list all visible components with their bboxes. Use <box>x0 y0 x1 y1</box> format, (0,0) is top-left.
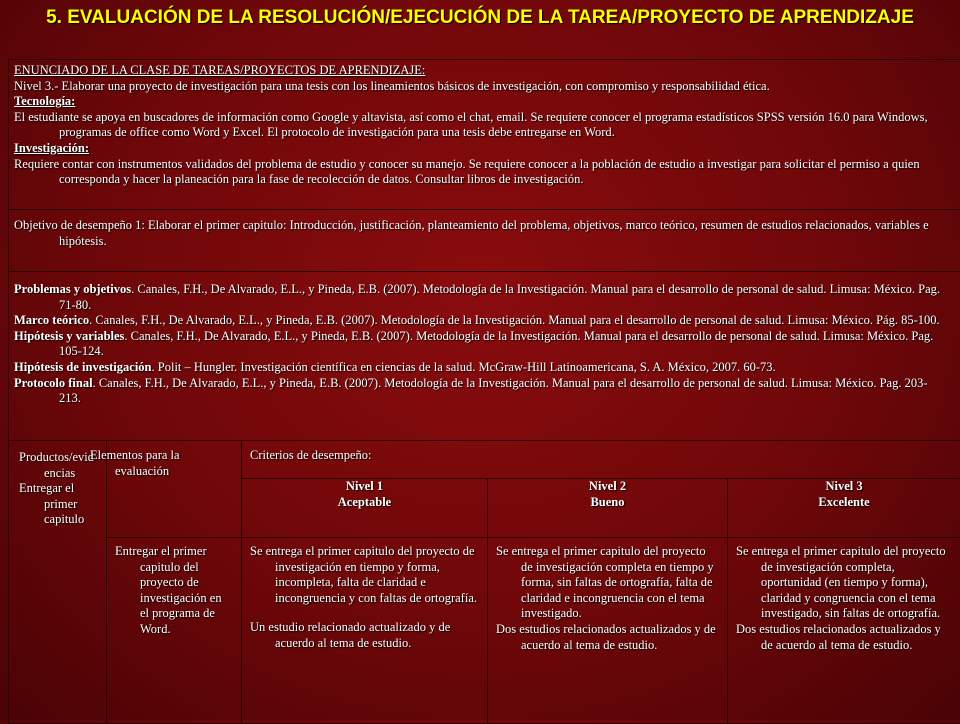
level-2-criteria-studies: Dos estudios relacionados actualizados y de acuerdo al tema de estudio. <box>496 622 717 653</box>
reference-item <box>14 282 948 313</box>
level-2-criteria-main: Se entrega el primer capitulo del proyecto de investigación completa en tiempo y forma, sin faltas de ortografía, falta de claridad e incongruencia con el tema investigado. <box>496 544 717 622</box>
reference-text: . Polit – Hungler. Investigación científica en ciencias de la salud. McGraw-Hill Latinoamericana, S. A. México, 2007. 60-73. <box>152 360 776 374</box>
references-cell <box>9 272 960 441</box>
slide-title: 5. EVALUACIÓN DE LA RESOLUCIÓN/EJECUCIÓN DE LA TAREA/PROYECTO DE APRENDIZAJE <box>20 6 940 29</box>
level-1-subtitle: Aceptable <box>242 495 487 511</box>
tecnologia-text: El estudiante se apoya en buscadores de información como Google y altavista, así como el chat, email. Se requiere conocer el programa estadísticos SPSS versión 16.0 para Windows, programas de office como Word y Excel. El protocolo de investigación para una tesis debe entregarse en Word. <box>14 110 948 141</box>
level-3-subtitle: Excelente <box>728 495 960 511</box>
investigacion-heading: Investigación: <box>14 141 948 157</box>
level-2-subtitle: Bueno <box>488 495 727 511</box>
level-1-criteria <box>242 538 488 724</box>
reference-text: . Canales, F.H., De Alvarado, E.L., y Pineda, E.B. (2007). Metodología de la Investigación. Manual para el desarrollo de personal de salud. Limusa: México. Pag. 71-80. <box>59 282 940 312</box>
level-3-title: Nivel 3 <box>728 479 960 495</box>
enunciado-row <box>9 60 960 210</box>
reference-text: . Canales, F.H., De Alvarado, E.L., y Pineda, E.B. (2007). Metodología de la Investigación. Manual para el desarrollo de personal de salud. Limusa: México. Pág. 85-100. <box>89 313 940 327</box>
investigacion-text: Requiere contar con instrumentos validados del problema de estudio y conocer su manejo. Se requiere conocer a la población de estudio a investigar para solicitar el permiso a quien corresponda y hacer la planeación para la fase de recolección de datos. Consultar libros de investigación. <box>14 157 948 188</box>
objetivo-cell <box>9 210 960 272</box>
objetivo-text: Objetivo de desempeño 1: Elaborar el primer capitulo: Introducción, justificación, planteamiento del problema, objetivos, marco teórico, resumen de estudios relacionados, variables e hipótesis. <box>14 218 948 249</box>
elementos-header-cell <box>107 441 242 538</box>
productos-header: Productos/evidencias <box>19 450 96 481</box>
level-2-criteria <box>488 538 728 724</box>
reference-item <box>14 360 948 376</box>
reference-item <box>14 376 948 407</box>
elementos-text-cell <box>107 538 242 724</box>
enunciado-cell <box>9 60 960 210</box>
objetivo-row <box>9 210 960 272</box>
elementos-header: Elementos para la evaluación <box>107 441 241 479</box>
evaluation-table <box>8 59 960 724</box>
references-row <box>9 272 960 441</box>
level-1-title: Nivel 1 <box>242 479 487 495</box>
criteria-header-row <box>9 441 960 479</box>
reference-text: . Canales, F.H., De Alvarado, E.L., y Pineda, E.B. (2007). Metodología de la Investigación. Manual para el desarrollo de personal de salud. Limusa: México. Pag. 203-213. <box>59 376 927 406</box>
level-3-criteria-main: Se entrega el primer capitulo del proyecto de investigación completa, oportunidad (en tiempo y forma), claridad y congruencia con el tema investigado, sin faltas de ortografía. <box>736 544 950 622</box>
criterios-header: Criterios de desempeño: <box>242 441 960 464</box>
enunciado-heading: ENUNCIADO DE LA CLASE DE TAREAS/PROYECTOS DE APRENDIZAJE: <box>14 63 948 79</box>
level-3-criteria <box>728 538 960 724</box>
criteria-content-row <box>9 538 960 724</box>
reference-item <box>14 329 948 360</box>
productos-cell <box>9 441 107 724</box>
reference-label: Hipótesis de investigación <box>14 360 152 374</box>
level-1-header <box>242 479 488 538</box>
level-2-title: Nivel 2 <box>488 479 727 495</box>
level-2-header <box>488 479 728 538</box>
reference-text: . Canales, F.H., De Alvarado, E.L., y Pineda, E.B. (2007). Metodología de la Investigación. Manual para el desarrollo de personal de salud. Limusa: México. Pag. 105-124. <box>59 329 933 359</box>
reference-label: Marco teórico <box>14 313 89 327</box>
level-3-header <box>728 479 960 538</box>
level-1-criteria-main: Se entrega el primer capitulo del proyecto de investigación en tiempo y forma, incompleta, falta de claridad e incongruencia y con faltas de ortografía. <box>250 544 477 606</box>
reference-label: Protocolo final <box>14 376 93 390</box>
level-1-criteria-studies: Un estudio relacionado actualizado y de acuerdo al tema de estudio. <box>250 620 477 651</box>
reference-item <box>14 313 948 329</box>
productos-entregar: Entregar el primer capitulo <box>19 481 96 528</box>
elementos-text: Entregar el primer capitulo del proyecto de investigación en el programa de Word. <box>115 544 231 638</box>
criterios-header-cell <box>242 441 960 479</box>
reference-label: Hipótesis y variables <box>14 329 124 343</box>
enunciado-nivel: Nivel 3.- Elaborar una proyecto de investigación para una tesis con los lineamientos básicos de investigación, con compromiso y responsabilidad ética. <box>14 79 948 95</box>
level-3-criteria-studies: Dos estudios relacionados actualizados y de acuerdo al tema de estudio. <box>736 622 950 653</box>
reference-label: Problemas y objetivos <box>14 282 131 296</box>
tecnologia-heading: Tecnología: <box>14 94 948 110</box>
